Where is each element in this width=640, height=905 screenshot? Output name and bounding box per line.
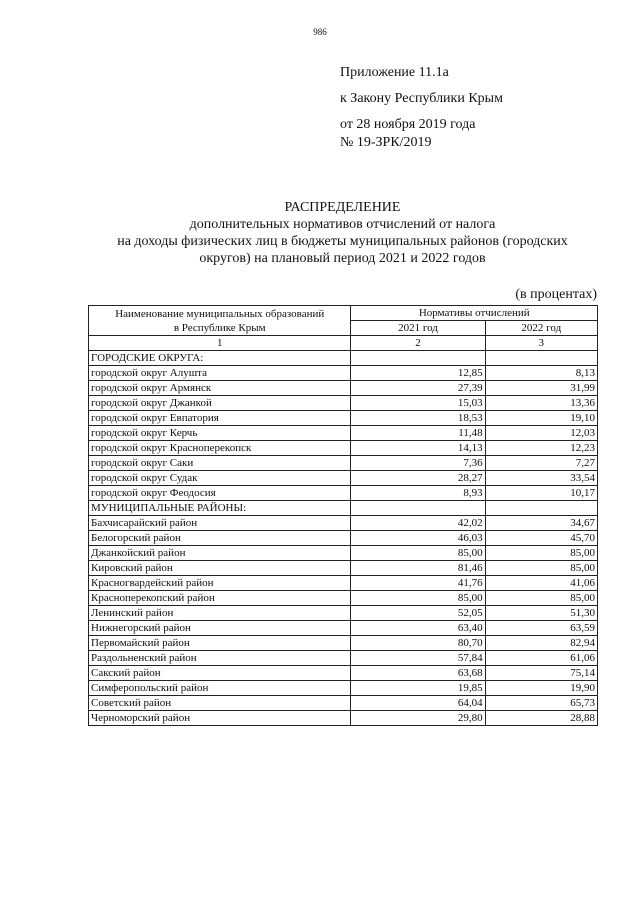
- table-row: [89, 621, 598, 636]
- page-number: 986: [313, 27, 327, 37]
- value-2021: 14,13: [351, 441, 485, 456]
- row-name: городской округ Красноперекопск: [89, 441, 351, 456]
- value-2021: 46,03: [351, 531, 485, 546]
- appendix-line-2: к Закону Республики Крым: [340, 91, 503, 106]
- value-2022: 63,59: [485, 621, 597, 636]
- section-title: МУНИЦИПАЛЬНЫЕ РАЙОНЫ:: [89, 501, 351, 516]
- value-2022: 51,30: [485, 606, 597, 621]
- row-name: городской округ Судак: [89, 471, 351, 486]
- value-2022: 85,00: [485, 591, 597, 606]
- row-name: Первомайский район: [89, 636, 351, 651]
- header-name-line-1: Наименование муниципальных образований: [115, 307, 325, 320]
- col-number-3: 3: [485, 336, 597, 351]
- title-line-3: на доходы физических лиц в бюджеты муниципальных районов (городских: [117, 234, 568, 249]
- value-2022: 12,03: [485, 426, 597, 441]
- table-row: [89, 546, 598, 561]
- header-2021: 2021 год: [351, 321, 485, 336]
- value-2022: 33,54: [485, 471, 597, 486]
- table-row: [89, 606, 598, 621]
- appendix-line-4: № 19-ЗРК/2019: [340, 135, 432, 150]
- value-2021: 18,53: [351, 411, 485, 426]
- table-row: [89, 576, 598, 591]
- title-line-4: округов) на плановый период 2021 и 2022 годов: [199, 251, 486, 266]
- table-row: [89, 381, 598, 396]
- table-row: [89, 666, 598, 681]
- appendix-line-1: Приложение 11.1а: [340, 65, 449, 80]
- header-row-1: [89, 306, 598, 321]
- row-name: Симферопольский район: [89, 681, 351, 696]
- row-name: Раздольненский район: [89, 651, 351, 666]
- row-name: Красногвардейский район: [89, 576, 351, 591]
- value-2021: 29,80: [351, 711, 485, 726]
- row-name: Советский район: [89, 696, 351, 711]
- value-2021: 81,46: [351, 561, 485, 576]
- value-2022: 34,67: [485, 516, 597, 531]
- row-name: Бахчисарайский район: [89, 516, 351, 531]
- value-2022: 61,06: [485, 651, 597, 666]
- col-number-1: 1: [89, 336, 351, 351]
- value-2022: 75,14: [485, 666, 597, 681]
- row-name: городской округ Джанкой: [89, 396, 351, 411]
- value-2021: 57,84: [351, 651, 485, 666]
- table-row: [89, 486, 598, 501]
- value-2022: 19,90: [485, 681, 597, 696]
- row-name: Ленинский район: [89, 606, 351, 621]
- row-name: городской округ Армянск: [89, 381, 351, 396]
- row-name: Кировский район: [89, 561, 351, 576]
- value-2022: 8,13: [485, 366, 597, 381]
- value-2021: 12,85: [351, 366, 485, 381]
- section-row-municipal-districts: [89, 501, 598, 516]
- value-2022: 31,99: [485, 381, 597, 396]
- value-2022: 85,00: [485, 546, 597, 561]
- row-name: Сакский район: [89, 666, 351, 681]
- section-title: ГОРОДСКИЕ ОКРУГА:: [89, 351, 351, 366]
- value-2021: 64,04: [351, 696, 485, 711]
- value-2022: 12,23: [485, 441, 597, 456]
- value-2021: 52,05: [351, 606, 485, 621]
- document-title: [70, 199, 615, 267]
- value-2022: 13,36: [485, 396, 597, 411]
- table-row: [89, 366, 598, 381]
- value-2022: 28,88: [485, 711, 597, 726]
- unit-note: (в процентах): [515, 287, 597, 302]
- value-2021: 15,03: [351, 396, 485, 411]
- table-row: [89, 681, 598, 696]
- value-2021: 27,39: [351, 381, 485, 396]
- value-2022: 7,27: [485, 456, 597, 471]
- row-name: городской округ Саки: [89, 456, 351, 471]
- row-name: Нижнегорский район: [89, 621, 351, 636]
- table-row: [89, 531, 598, 546]
- value-2021: 80,70: [351, 636, 485, 651]
- row-name: городской округ Керчь: [89, 426, 351, 441]
- row-name: Красноперекопский район: [89, 591, 351, 606]
- value-2022: 19,10: [485, 411, 597, 426]
- section-row-city-districts: [89, 351, 598, 366]
- value-2021: 63,68: [351, 666, 485, 681]
- column-number-row: [89, 336, 598, 351]
- value-2021: 41,76: [351, 576, 485, 591]
- value-2021: 19,85: [351, 681, 485, 696]
- title-line-1: РАСПРЕДЕЛЕНИЕ: [284, 200, 401, 215]
- table-row: [89, 516, 598, 531]
- value-2021: 42,02: [351, 516, 485, 531]
- table-row: [89, 396, 598, 411]
- col-number-2: 2: [351, 336, 485, 351]
- value-2021: 7,36: [351, 456, 485, 471]
- value-2021: 28,27: [351, 471, 485, 486]
- header-name-cell: [89, 306, 351, 336]
- value-2021: 85,00: [351, 546, 485, 561]
- value-2021: 8,93: [351, 486, 485, 501]
- table-row: [89, 711, 598, 726]
- value-2022: 85,00: [485, 561, 597, 576]
- table-row: [89, 456, 598, 471]
- row-name: городской округ Евпатория: [89, 411, 351, 426]
- table-row: [89, 651, 598, 666]
- table-row: [89, 411, 598, 426]
- table-row: [89, 696, 598, 711]
- value-2021: 11,48: [351, 426, 485, 441]
- value-2021: 85,00: [351, 591, 485, 606]
- row-name: Черноморский район: [89, 711, 351, 726]
- header-norms: Нормативы отчислений: [351, 306, 598, 321]
- table-row: [89, 471, 598, 486]
- value-2022: 10,17: [485, 486, 597, 501]
- value-2021: 63,40: [351, 621, 485, 636]
- row-name: городской округ Феодосия: [89, 486, 351, 501]
- norms-table: [88, 305, 598, 726]
- appendix-block: [340, 63, 503, 159]
- table-row: [89, 636, 598, 651]
- value-2022: 82,94: [485, 636, 597, 651]
- header-2022: 2022 год: [485, 321, 597, 336]
- value-2022: 41,06: [485, 576, 597, 591]
- table-row: [89, 561, 598, 576]
- row-name: Джанкойский район: [89, 546, 351, 561]
- row-name: городской округ Алушта: [89, 366, 351, 381]
- table-row: [89, 426, 598, 441]
- title-line-2: дополнительных нормативов отчислений от налога: [189, 217, 496, 232]
- value-2022: 65,73: [485, 696, 597, 711]
- table-row: [89, 441, 598, 456]
- row-name: Белогорский район: [89, 531, 351, 546]
- value-2022: 45,70: [485, 531, 597, 546]
- table-row: [89, 591, 598, 606]
- header-name-line-2: в Республике Крым: [173, 321, 266, 334]
- appendix-line-3: от 28 ноября 2019 года: [340, 117, 476, 132]
